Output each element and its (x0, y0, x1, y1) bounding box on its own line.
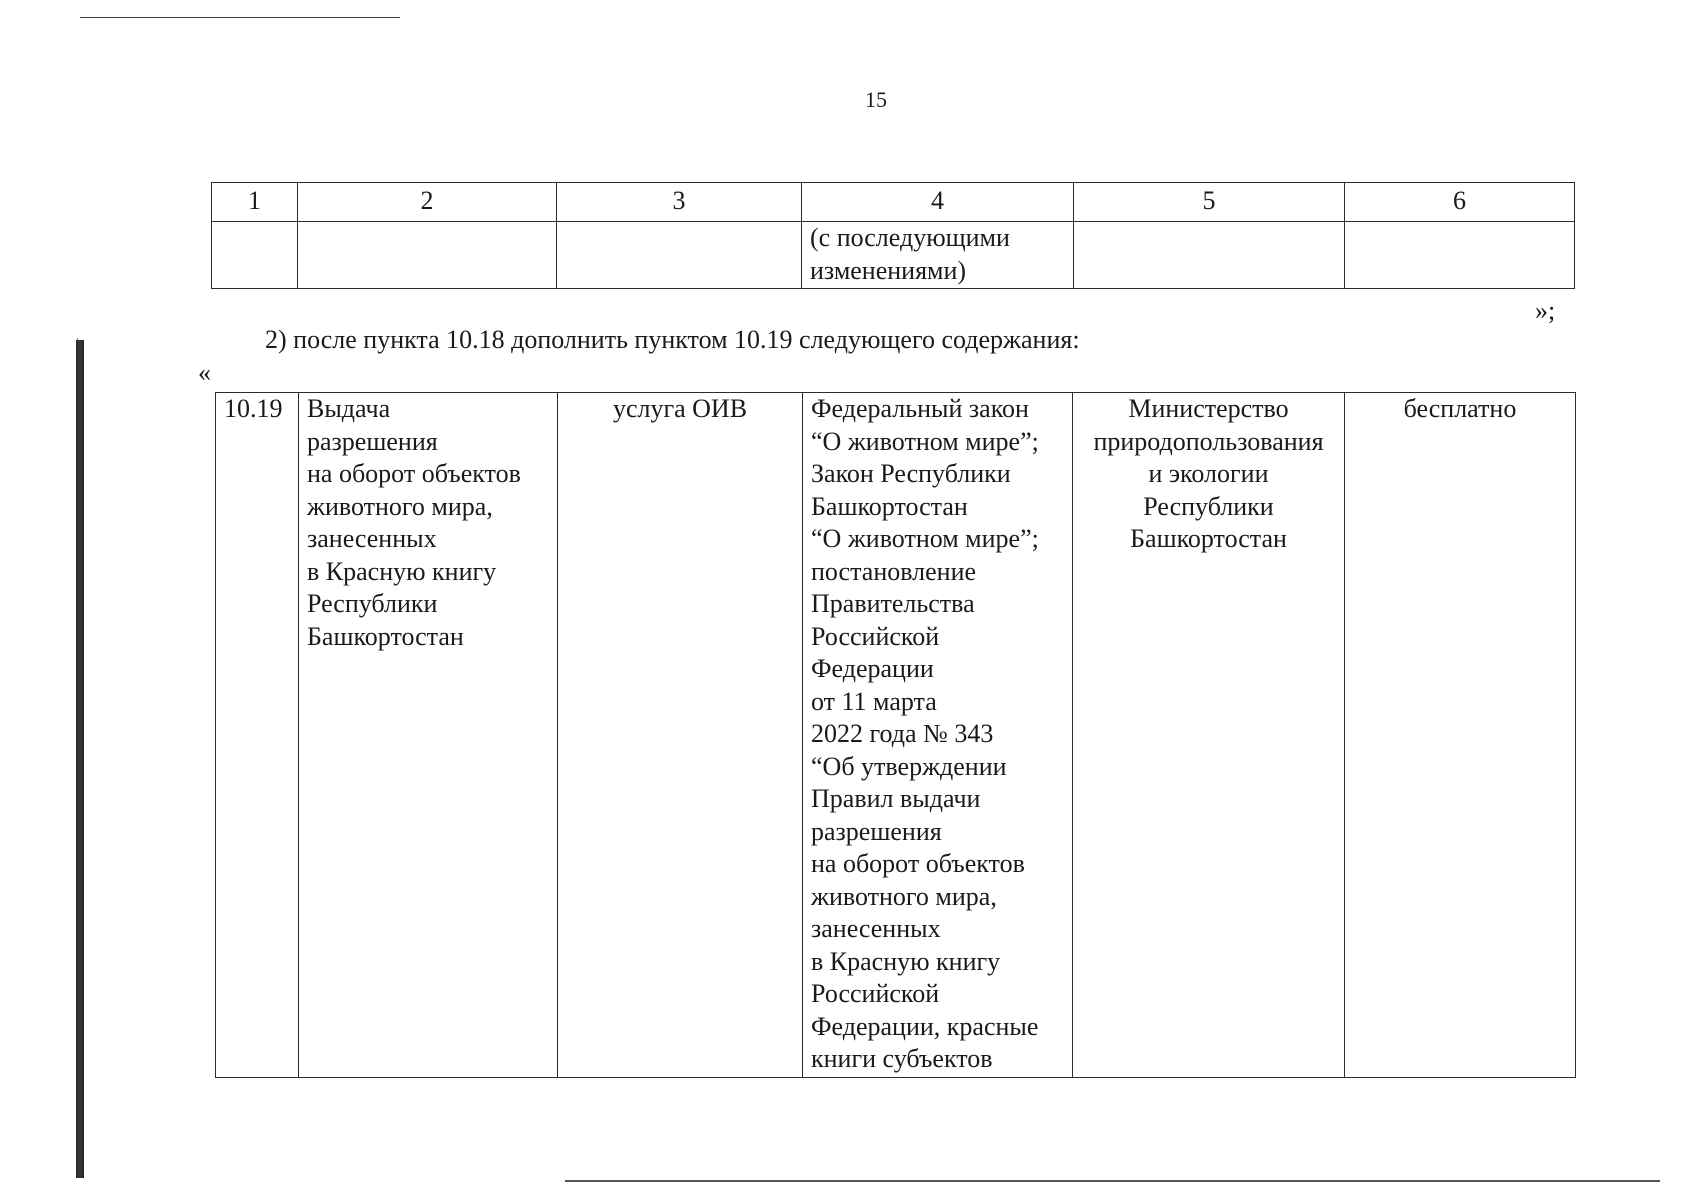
text-line: услуга ОИВ (612, 394, 748, 423)
text-line: природопользования (1093, 426, 1324, 456)
text-line: “Об утверждении (811, 751, 1007, 781)
service-type (558, 393, 803, 1078)
text-line: изменениями) (810, 255, 967, 285)
legal-basis (803, 393, 1073, 1078)
text-line: животного мира, (811, 881, 997, 911)
scan-edge (76, 340, 84, 1178)
text-line: на оборот объектов (307, 459, 521, 488)
text-line: Правил выдачи (811, 784, 981, 813)
bottom-rule (565, 1180, 1660, 1182)
text-line: занесенных (307, 524, 437, 553)
text-line: от 11 марта (811, 686, 937, 716)
text-line: и экологии (1148, 459, 1269, 488)
text-line: в Красную книгу (811, 946, 1001, 976)
text-line: Российской (811, 979, 940, 1008)
text-line: занесенных (811, 914, 941, 943)
text-line: Федерации, красные (811, 1011, 1039, 1041)
table-cell (1345, 222, 1575, 289)
column-number-5: 5 (1074, 183, 1345, 222)
text-line: Российской (811, 621, 940, 651)
service-name (299, 393, 558, 1078)
text-line: Правительства (811, 589, 975, 618)
responsible-authority (1073, 393, 1345, 1078)
text-line: Выдача (307, 394, 391, 423)
text-line: бесплатно (1403, 394, 1517, 423)
table-row (216, 393, 1576, 1078)
table-row (212, 222, 1575, 289)
text-line: в Красную книгу (307, 556, 497, 586)
text-line: Башкортостан (811, 491, 968, 521)
instruction-text: 2) после пункта 10.18 дополнить пунктом 10.19 следующего содержания: (265, 325, 1080, 354)
opening-quote: « (198, 358, 211, 387)
column-number-4: 4 (802, 183, 1074, 222)
table-cell (212, 222, 298, 289)
column-number-2: 2 (298, 183, 557, 222)
text-line: разрешения (307, 426, 438, 456)
table-continuation (211, 182, 1575, 289)
text-line: Республики (307, 589, 438, 618)
text-line: 2022 года № 343 (811, 719, 994, 748)
text-line: Башкортостан (1130, 524, 1287, 553)
table-cell (1074, 222, 1345, 289)
table-header-row (212, 183, 1575, 222)
text-line: животного мира, (307, 491, 493, 521)
table-cell (557, 222, 802, 289)
text-line: “О животном мире”; (811, 524, 1039, 553)
text-line: (с последующими (810, 223, 1010, 252)
text-line: Федеральный закон (811, 394, 1029, 423)
item-number (216, 393, 299, 1078)
text-line: 10.19 (224, 394, 283, 423)
text-line: Министерство (1128, 394, 1289, 423)
service-fee (1345, 393, 1576, 1078)
table-cell (802, 222, 1074, 289)
column-number-6: 6 (1345, 183, 1575, 222)
column-number-3: 3 (557, 183, 802, 222)
table-cell (298, 222, 557, 289)
text-line: разрешения (811, 816, 942, 846)
text-line: книги субъектов (811, 1044, 993, 1073)
text-line: на оборот объектов (811, 849, 1025, 878)
text-line: Башкортостан (307, 621, 464, 651)
text-line: Закон Республики (811, 459, 1011, 488)
text-line: Федерации (811, 654, 934, 683)
closing-quote: »; (1535, 296, 1556, 325)
text-line: “О животном мире”; (811, 426, 1039, 456)
page-number: 15 (865, 87, 887, 112)
top-rule (80, 17, 400, 18)
table-new-item (215, 392, 1576, 1078)
text-line: Республики (1143, 491, 1274, 521)
text-line: постановление (811, 556, 977, 586)
column-number-1: 1 (212, 183, 298, 222)
